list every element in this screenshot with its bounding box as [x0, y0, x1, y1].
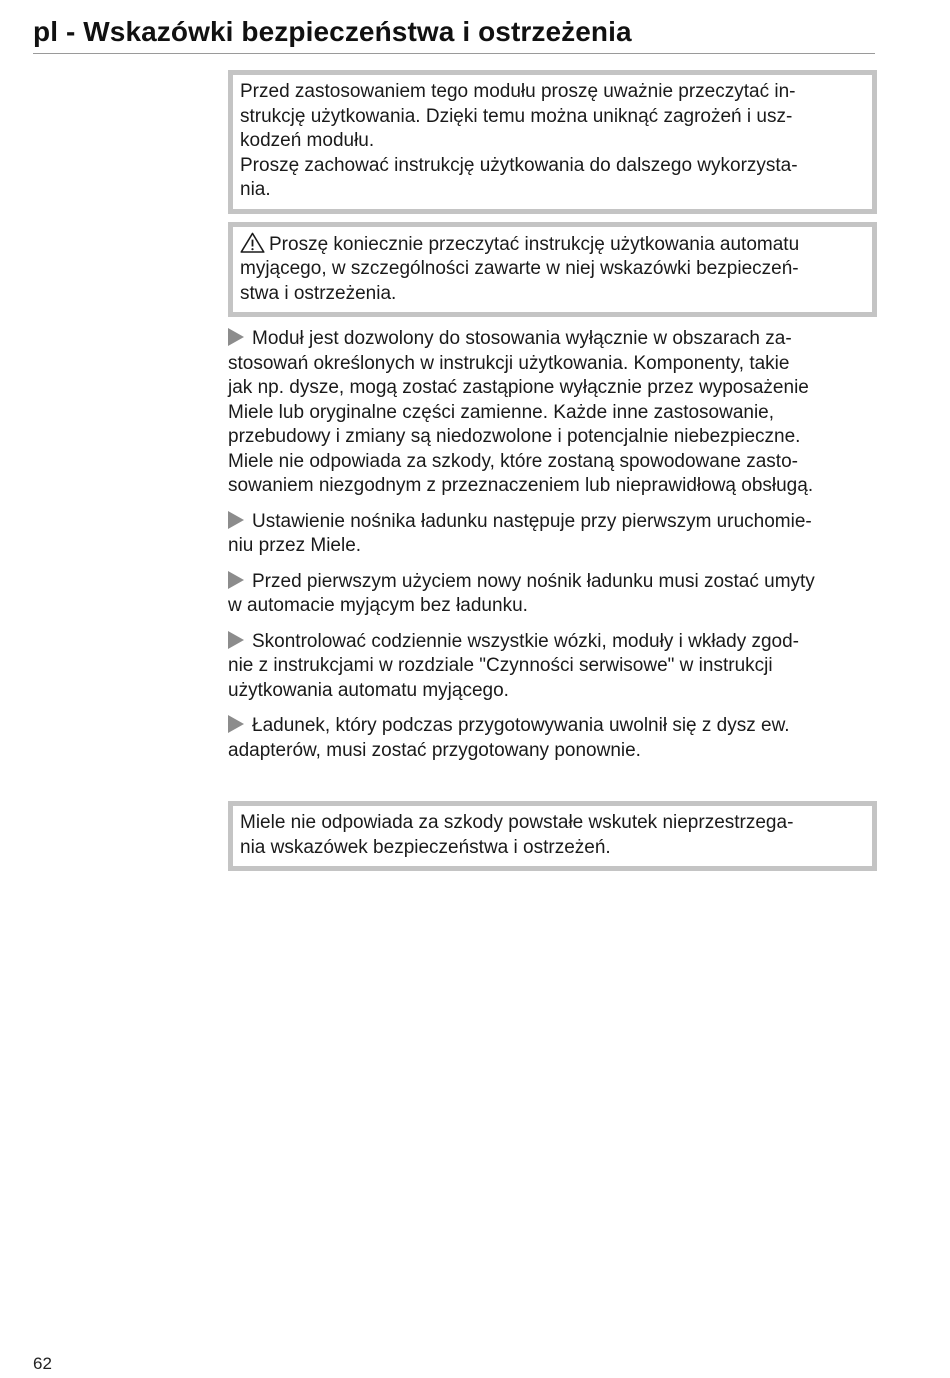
- text-line: Proszę koniecznie przeczytać instrukcję użytkowania automatu: [269, 233, 800, 255]
- text-line: strukcję użytkowania. Dzięki temu można uniknąć zagrożeń i usz-: [240, 105, 793, 127]
- text-line: sowaniem niezgodnym z przeznaczeniem lub nieprawidłową obsługą.: [228, 475, 814, 496]
- instruction-item: [228, 630, 876, 704]
- page-title: pl - Wskazówki bezpieczeństwa i ostrzeżenia: [33, 16, 632, 47]
- text-line: niu przez Miele.: [228, 535, 362, 556]
- warning-text: [240, 232, 860, 307]
- bullet-arrow-icon: [228, 328, 244, 346]
- text-line: Przed pierwszym użyciem nowy nośnik ładunku musi zostać umyty: [252, 570, 815, 592]
- text-line: przebudowy i zmiany są niedozwolone i potencjalnie niebezpieczne.: [228, 426, 801, 447]
- text-line: Miele nie odpowiada za szkody, które zostaną spowodowane zasto-: [228, 450, 798, 472]
- text-line: Miele nie odpowiada za szkody powstałe wskutek nieprzestrzega-: [240, 812, 794, 833]
- bullet-arrow-icon: [228, 571, 244, 589]
- disclaimer-box: [228, 801, 877, 871]
- text-line: użytkowania automatu myjącego.: [228, 679, 509, 701]
- text-line: myjącego, w szczególności zawarte w niej wskazówki bezpieczeń-: [240, 258, 799, 279]
- text-line: Ustawienie nośnika ładunku następuje przy pierwszym uruchomie-: [252, 510, 812, 532]
- text-line: Miele lub oryginalne części zamienne. Każde inne zastosowanie,: [228, 401, 775, 423]
- text-line: w automacie myjącym bez ładunku.: [228, 595, 528, 616]
- disclaimer-text: [240, 811, 860, 860]
- intro-text: [240, 80, 860, 203]
- text-line: nia wskazówek bezpieczeństwa i ostrzeżeń.: [240, 836, 611, 858]
- text-line: stosowań określonych w instrukcji użytkowania. Komponenty, takie: [228, 352, 790, 374]
- content-column: [228, 70, 878, 871]
- bullet-arrow-icon: [228, 511, 244, 529]
- instruction-item: [228, 714, 876, 763]
- text-line: stwa i ostrzeżenia.: [240, 282, 397, 304]
- text-line: Moduł jest dozwolony do stosowania wyłącznie w obszarach za-: [252, 328, 792, 349]
- instruction-item: [228, 510, 876, 559]
- instruction-item: [228, 327, 876, 499]
- text-line: kodzeń modułu.: [240, 130, 375, 151]
- text-line: Ładunek, który podczas przygotowywania uwolnił się z dysz ew.: [252, 715, 790, 736]
- text-line: nie z instrukcjami w rozdziale "Czynności serwisowe" w instrukcji: [228, 655, 773, 676]
- warning-triangle-icon: [240, 232, 265, 253]
- text-line: nia.: [240, 179, 271, 200]
- bullet-arrow-icon: [228, 715, 244, 733]
- text-line: jak np. dysze, mogą zostać zastąpione wyłącznie przez wyposażenie: [228, 377, 809, 398]
- warning-box: [228, 222, 877, 318]
- instruction-item: [228, 570, 876, 619]
- bullet-arrow-icon: [228, 631, 244, 649]
- text-line: Proszę zachować instrukcję użytkowania do dalszego wykorzysta-: [240, 154, 798, 176]
- text-line: Przed zastosowaniem tego modułu proszę uważnie przeczytać in-: [240, 81, 796, 102]
- page-number: 62: [33, 1354, 52, 1373]
- intro-box: [228, 70, 877, 214]
- text-line: Skontrolować codziennie wszystkie wózki, moduły i wkłady zgod-: [252, 630, 800, 652]
- title-divider: [33, 53, 875, 54]
- text-line: adapterów, musi zostać przygotowany ponownie.: [228, 739, 641, 761]
